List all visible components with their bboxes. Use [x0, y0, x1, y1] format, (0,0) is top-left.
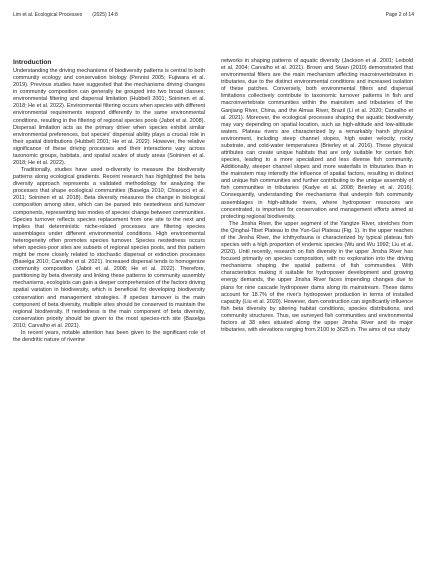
- left-column: [13, 58, 205, 344]
- paragraph: Understanding the driving mechanisms of biodiversity patterns is central to both community ecology and conservation biology (Pennisi 2005; Fujiwara et al. 2019). Previous studies have suggested that the mechanisms driving changes in community composition can generally be grouped into two broad classes: environmental filtering and dispersal limitation (Hubbell 2001; Soininen et al. 2018; He et al. 2022). Environmental filtering occurs when species with different environmental requirements respond differently to the same environmental conditions, resulting in the filtering of regional species pools (Jabot et al. 2008). Dispersal limitation acts as the primary driver when species exhibit similar environmental preferences, but species' dispersal ability plays a crucial role in their spatial distributions (Hubbell 2001; He et al. 2022). However, the relative significance of these driving processes and their interactions vary across taxonomic groups, habitats, and spatial scales of study areas (Soininen et al. 2018; He et al. 2022).: [13, 68, 205, 167]
- journal-citation: Lim et al. Ecological Processes: [13, 12, 83, 18]
- paragraph: networks in shaping patterns of aquatic diversity (Jackson et al. 2001; Leibold et al. 2004; Carvalho et al. 2021). Brown and Swan (2010) demonstrated that environmental filters are the main mechanism affecting macroinvertebrates in tributaries, due to the distinct environmental conditions and increased isolation of these patches. Conversely, both environmental filters and dispersal limitations collectively contribute to taxonomic turnover patterns in fish and macroinvertebrate communities within the mainstem and tributaries of the Ganjiang River, China, and the Almas River, Brazil (Li et al. 2020; Carvalho et al. 2021). Moreover, the ecological processes shaping the aquatic biodiversity may vary depending on spatial location, such as high-altitude and low-altitude waters. Plateau rivers are characterized by a remarkably harsh physical environment, including steep channel slopes, high water velocity, rocky substrate, and cold-water temperatures (Brierley et al. 2016). These physical attributes can create unique habitats that are only suitable for certain fish species, leading to a more specialized and less diverse fish community. Additionally, steeper channel slopes and more waterfalls in tributaries than in the mainstem may intensify the influence of spatial factors, resulting in distinct and unique fish communities and further contributing to the unique assembly of fish communities in tributaries (Kadye et al. 2008; Brierley et al. 2016). Consequently, understanding the mechanisms that underpin fish community assemblages in high-altitude rivers, where hydropower resources are concentrated, is important for conservation and management efforts aimed at protecting regional biodiversity.: [221, 58, 413, 220]
- page-header: [13, 11, 414, 20]
- volume-issue: (2025) 14:8: [92, 12, 118, 18]
- page-number: Page 2 of 14: [385, 12, 414, 18]
- paragraph: The Jinsha River, the upper segment of the Yangtze River, stretches from the Qinghai-Tibet Plateau to the Yun-Gui Plateau (Fig. 1). In the upper reaches of the Jinsha River, the ichthyofauna is characterized by typical plateau fish species with a high proportion of endemic species (Wu and Wu 1992; Liu et al. 2020). Until recently, research on fish diversity in the upper Jinsha River has focused primarily on species composition, with no exploration into the driving mechanisms shaping the spatial patterns of fish communities. With characteristics making it suitable for hydropower development and growing energy demands, the upper Jinsha River faces impending changes due to plans for nine cascade hydropower dams along its mainstream. These dams account for 18.7% of the river's hydropower production in terms of installed capacity (Liu et al. 2020). However, dam construction can significantly influence fish beta diversity by altering habitat conditions, species distributions, and community structures. Thus, we surveyed fish communities and environmental factors at 38 sites situated along the upper Jinsha River and its major tributaries, with elevations ranging from 2100 to 3625 m. The aims of our study: [221, 220, 413, 333]
- right-column: [221, 58, 413, 334]
- running-head: [13, 11, 118, 20]
- paragraph: In recent years, notable attention has been given to the significant role of the dendritic nature of riverine: [13, 329, 205, 343]
- section-heading-introduction: Introduction: [13, 59, 52, 66]
- paragraph: Traditionally, studies have used α-diversity to measure the biodiversity patterns along ecological gradients. Recent research has highlighted the beta diversity approach represents a validated methodology for analyzing the processes that shape ecological communities (Baselga 2010; Chiarucci et al. 2011; Soininen et al. 2018). Beta diversity measures the change in biological composition among sites, which can be parsed into nestedness and turnover components, representing two modes of species change between communities. Species turnover reflects species replacement from one site to the next and implies that deterministic niche-related processes are filtering species assemblages under different environmental conditions. High environmental heterogeneity often promotes species turnover. Species nestedness occurs when species-poor sites are subsets of regional species pools, and this pattern might be more closely related to stochastic dispersal or extinction processes (Baselga 2010; Carvalho et al. 2021). Increased dispersal tends to homogenize community composition (Jabot et al. 2008; He et al. 2022). Therefore, partitioning by beta diversity and linking these patterns to community assembly mechanisms, ecologists can gain a deeper comprehension of the factors driving spatial variation in biodiversity, which is beneficial for developing biodiversity conservation and management strategies. If species turnover is the main component of beta diversity, multiple sites should be conserved to maintain the regional biodiversity. If nestedness is the main component of beta diversity, conservation priority should be given to the most species-rich site (Baselga 2010; Carvalho et al. 2021).: [13, 167, 205, 329]
